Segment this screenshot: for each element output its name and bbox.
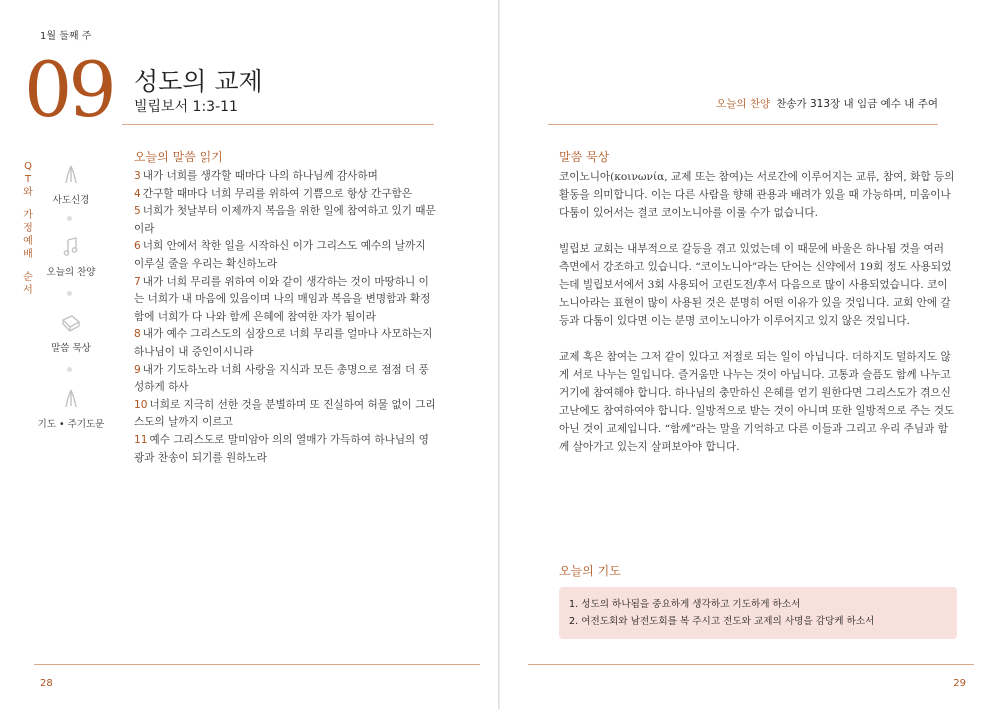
meditation-heading: 말씀 묵상 [559, 150, 610, 164]
verse: 3 내가 너희를 생각할 때마다 나의 하나님께 감사하며 [134, 170, 378, 182]
side-item-meditation: 말씀 묵상 [26, 312, 116, 354]
book-icon [26, 312, 116, 338]
footer-divider [528, 664, 974, 665]
side-item-todays-hymn: 오늘의 찬양 [26, 236, 116, 278]
side-item-prayer: 기도 • 주기도문 [26, 388, 116, 430]
verse: 5 너희가 첫날부터 이제까지 복음을 위한 일에 참여하고 있기 때문이라 [134, 205, 436, 235]
music-note-icon [26, 236, 116, 262]
header-divider [122, 124, 434, 125]
verse: 9 내가 기도하노라 너희 사랑을 지식과 모든 총명으로 점점 더 풍성하게 하사 [134, 363, 429, 394]
verse: 4 간구할 때마다 너희 무리를 위하여 기쁨으로 항상 간구함은 [134, 187, 412, 200]
paragraph: 교제 혹은 참여는 그저 같이 있다고 저절로 되는 일이 아닙니다. 더하지도 덜하지도 않게 서로 나누는 일입니다. 즐거움만 나누는 것이 아닙니다. 고통과 슬픔도 함께 나누고 거기에 참여해야 합니다. 하나님의 충만하신 은혜를 얻기 원한다면 그리스도가 겪으신 고난에도 참여하여야 합니다. 일방적으로 받는 것이 아니며 또한 일방적으로 주는 것도 아닌 것이 교제입니다. “함께”라는 말을 기억하고 다른 이들과 그리고 우리 주님과 함께 살아가고 있는지 살펴보아야 합니다. [559, 351, 955, 453]
praying-hands-icon [26, 164, 116, 190]
hymn-line [716, 96, 938, 111]
verse: 6 너희 안에서 착한 일을 시작하신 이가 그리스도 예수의 날까지 이루실 줄을 우리는 확신하노라 [134, 240, 426, 270]
page-title: 성도의 교제 [134, 67, 263, 96]
footer-divider [34, 664, 480, 665]
step-dot [67, 291, 72, 296]
page-number: 28 [40, 678, 53, 689]
prayer-heading: 오늘의 기도 [559, 564, 621, 578]
meditation-body [559, 168, 956, 474]
reading-heading: 오늘의 말씀 읽기 [134, 150, 223, 164]
verse: 10 너희로 지극히 선한 것을 분별하며 또 진실하여 허물 없이 그리스도의 날까지 이르고 [134, 398, 436, 429]
paragraph: 빌립보 교회는 내부적으로 갈등을 겪고 있었는데 이 때문에 바울은 하나됨 것을 여러 측면에서 강조하고 있습니다. “코이노니아”라는 단어는 신약에서 19회 정도 사용되었는데 빌립보서에서 3회 사용되어 고린도전/후서 다음으로 많이 사용되었습니다. 코이노니아라는 표현이 많이 사용된 것은 분명히 어떤 이유가 있을 것입니다. 교회 안에 갈등과 다툼이 있다면 이는 분명 코이노니아가 이루어지고 있지 않은 것입니다. [559, 243, 952, 327]
verse-list [134, 168, 436, 467]
prayer-item: 1. 성도의 하나됨을 중요하게 생각하고 기도하게 하소서 [569, 599, 801, 610]
page-number: 29 [953, 678, 966, 689]
verse: 7 내가 너희 무리를 위하여 이와 같이 생각하는 것이 마땅하니 이는 너희가 내 마음에 있음이며 나의 매임과 복음을 변명함과 확정함에 너희가 다 나와 함께 은혜에 참여한 자가 됨이라 [134, 275, 431, 323]
verse: 11 예수 그리스도로 말미암아 의의 열매가 가득하여 하나님의 영광과 찬송이 되기를 원하노라 [134, 433, 429, 464]
week-label: 1월 둘째 주 [40, 31, 92, 42]
hymn-tag: 오늘의 찬양 [716, 98, 771, 110]
step-dot [67, 367, 72, 372]
scripture-reference: 빌립보서 1:3-11 [134, 99, 238, 115]
prayer-box [559, 587, 957, 639]
header-divider [548, 124, 938, 125]
hymn-title: 찬송가 313장 내 임금 예수 내 주여 [776, 98, 938, 110]
prayer-item: 2. 여전도회와 남전도회를 복 주시고 전도와 교제의 사명을 감당케 하소서 [569, 616, 875, 627]
step-dot [67, 216, 72, 221]
day-number: 09 [24, 45, 113, 134]
side-item-apostles-creed: 사도신경 [26, 164, 116, 206]
vertical-label: Q T 와 가 정 예 배 순 서 [23, 161, 33, 296]
praying-hands-icon [26, 388, 116, 414]
paragraph: 코이노니아(κοινωνία, 교제 또는 참여)는 서로간에 이루어지는 교류, 참여, 화합 등의 활동을 의미합니다. 이는 다른 사람을 향해 관용과 배려가 있을 때 가능하며, 미움이나 다툼이 있어서는 결코 코이노니아를 이룰 수가 없습니다. [559, 171, 955, 219]
verse: 8 내가 예수 그리스도의 심장으로 너희 무리를 얼마나 사모하는지 하나님이 내 증인이시니라 [134, 328, 433, 358]
